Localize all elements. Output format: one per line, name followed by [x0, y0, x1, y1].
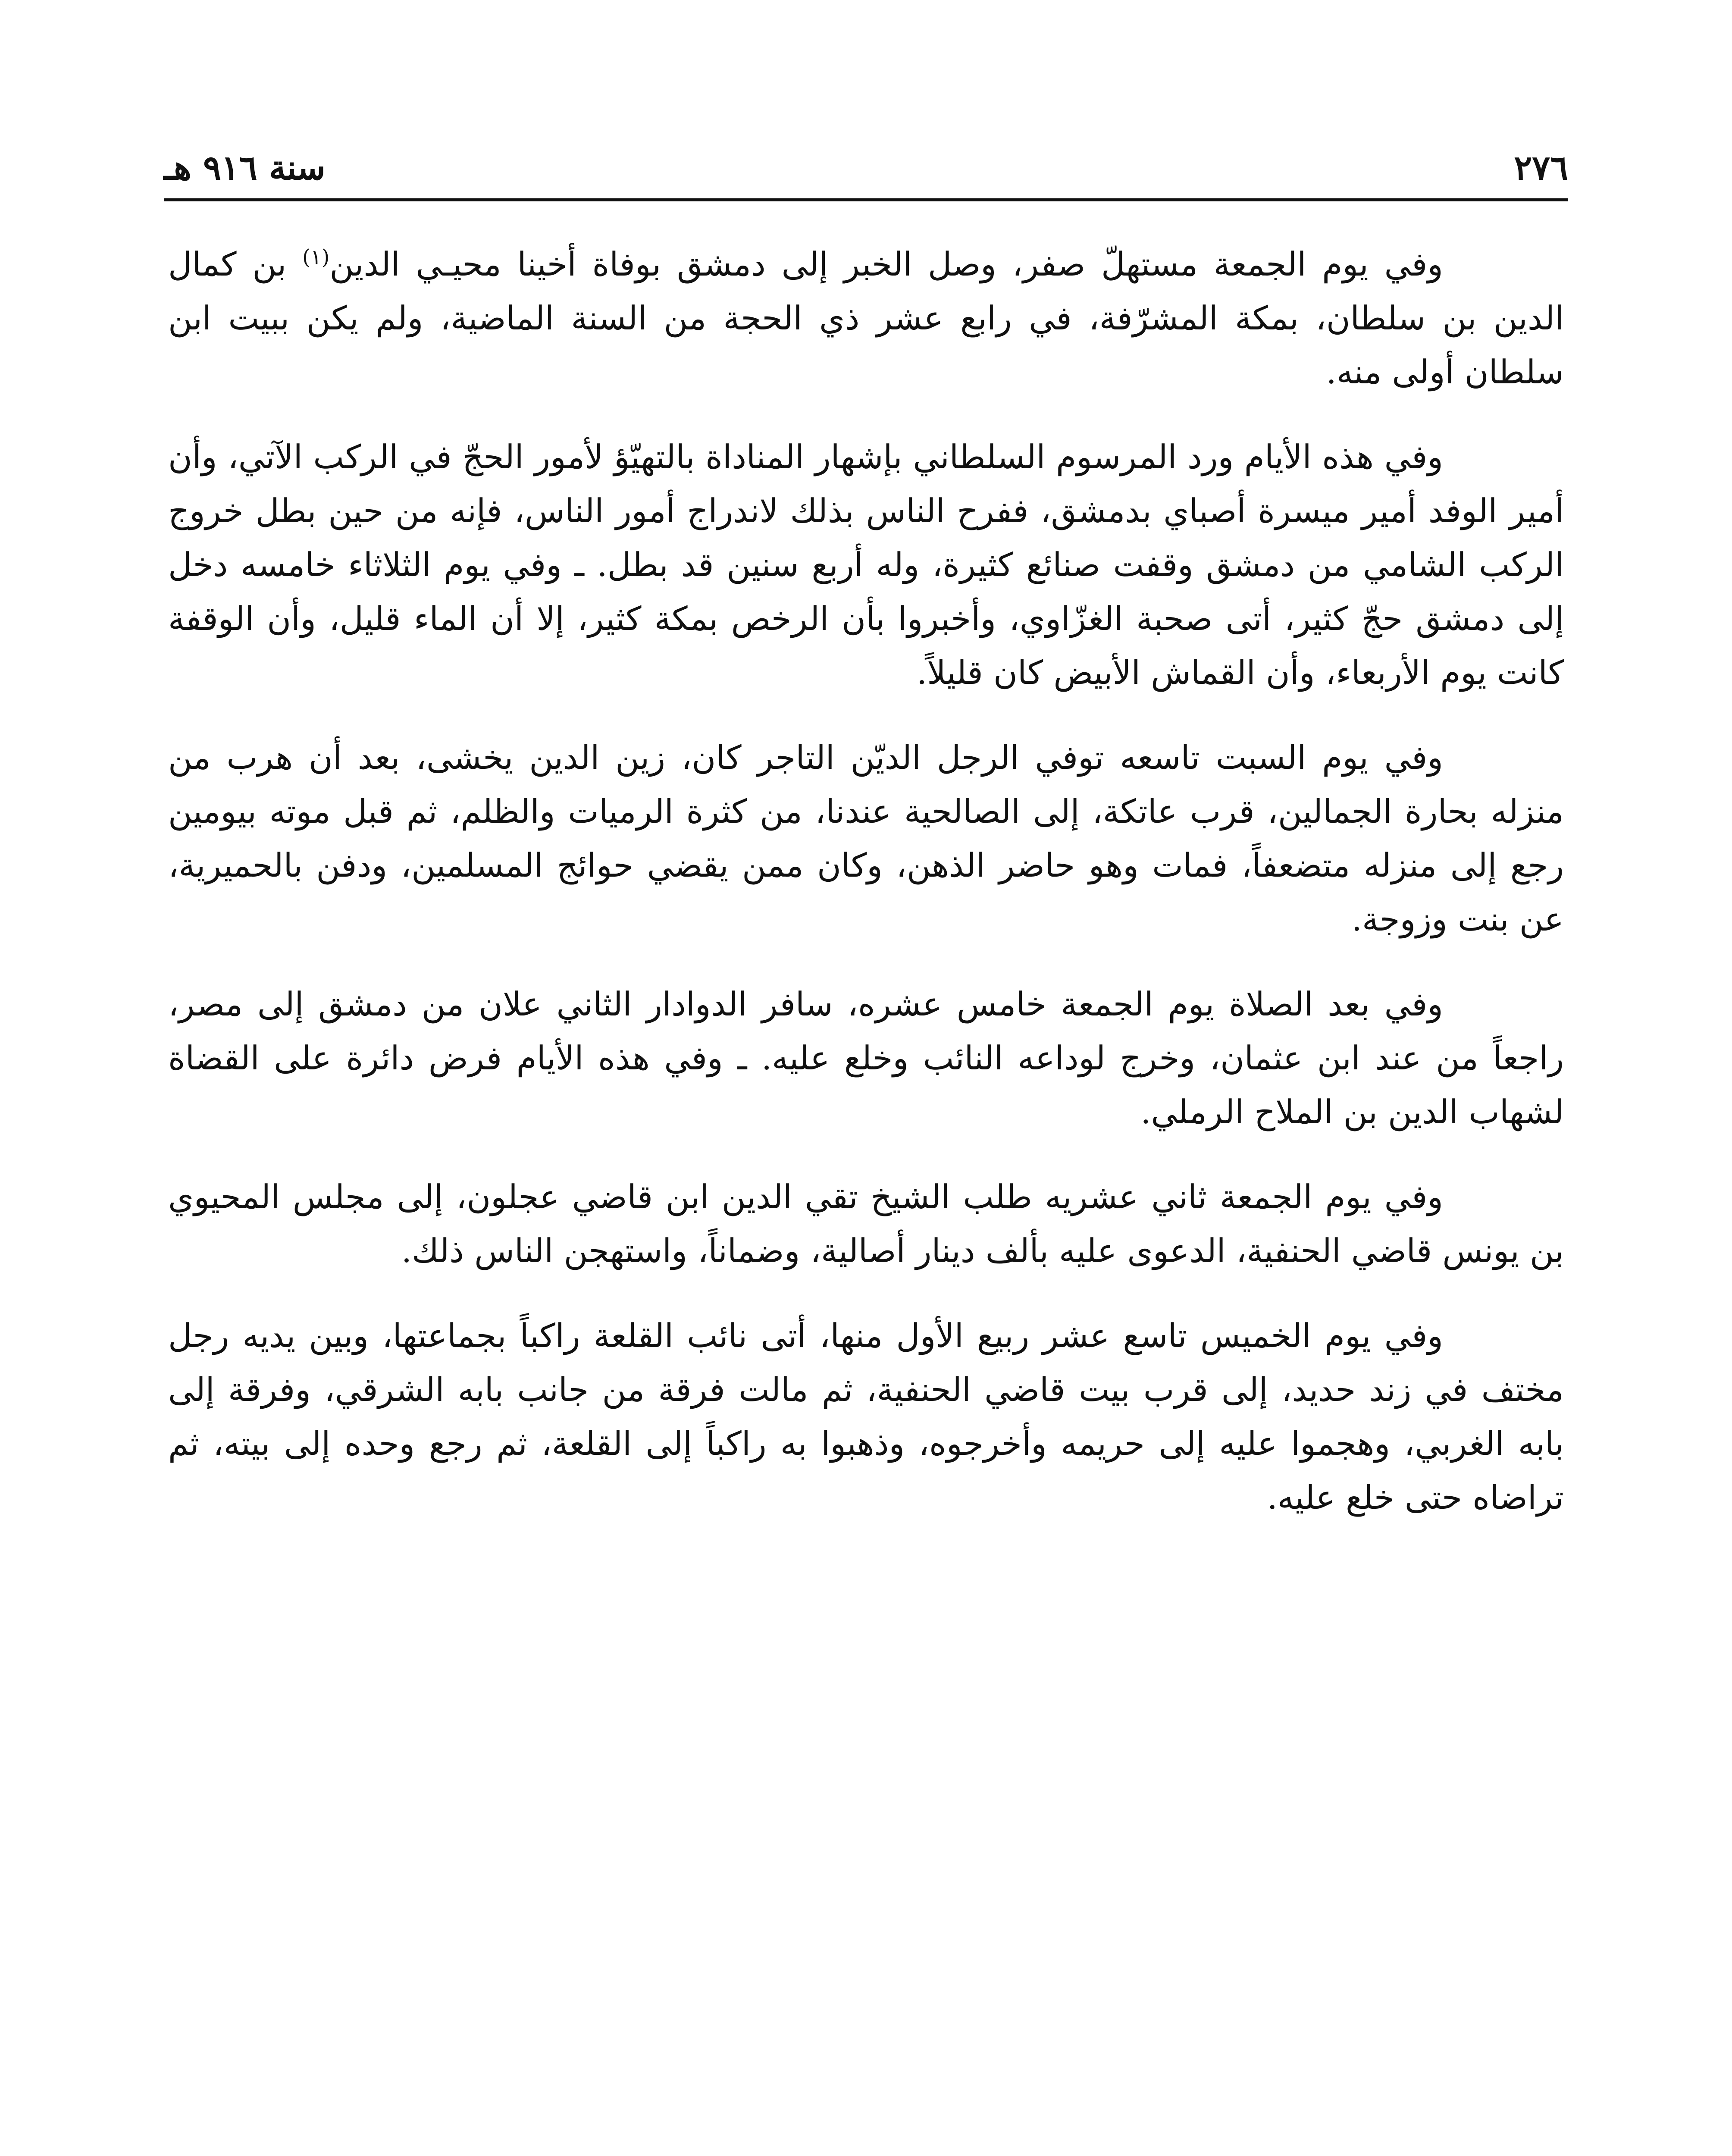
running-head-title: سنة ٩١٦ هـ [164, 148, 326, 188]
paragraph: وفي بعد الصلاة يوم الجمعة خامس عشره، سافر الدوادار الثاني علان من دمشق إلى مصر، راجعاً من عند ابن عثمان، وخرج لوداعه النائب وخلع عليه. ـ وفي هذه الأيام فرض دائرة على القضاة لشهاب الدين بن الملاح الرملي. [168, 985, 1564, 1131]
paragraph-text: وفي يوم الجمعة مستهلّ صفر، وصل الخبر إلى دمشق بوفاة أخينا محيـي الدين [329, 245, 1443, 283]
running-head [164, 144, 1568, 196]
page-number: ٢٧٦ [1514, 148, 1568, 188]
paragraph: وفي يوم السبت تاسعه توفي الرجل الديّن التاجر كان، زين الدين يخشى، بعد أن هرب من منزله بحارة الجمالين، قرب عاتكة، إلى الصالحية عندنا، من كثرة الرميات والظلم، ثم قبل موته بيومين رجع إلى منزله متضعفاً، فمات وهو حاضر الذهن، وكان ممن يقضي حوائج المسلمين، ودفن بالحميرية، عن بنت وزوجة. [168, 738, 1564, 938]
paragraph [168, 237, 1564, 399]
header-rule [164, 198, 1568, 201]
main-text [168, 237, 1564, 1555]
paragraph-text: بن كمال الدين بن سلطان، بمكة المشرّفة، في رابع عشر ذي الحجة من السنة الماضية، ولم يكن ببيت ابن سلطان أولى منه. [168, 245, 1564, 391]
paragraph: وفي يوم الخميس تاسع عشر ربيع الأول منها، أتى نائب القلعة راكباً بجماعتها، وبين يديه رجل مختف في زند حديد، إلى قرب بيت قاضي الحنفية، ثم مالت فرقة من جانب بابه الشرقي، وفرقة إلى بابه الغربي، وهجموا عليه إلى حريمه وأخرجوه، وذهبوا به راكباً إلى القلعة، ثم رجع وحده إلى بيته، ثم تراضاه حتى خلع عليه. [168, 1316, 1564, 1517]
paragraph: وفي يوم الجمعة ثاني عشريه طلب الشيخ تقي الدين ابن قاضي عجلون، إلى مجلس المحيوي بن يونس قاضي الحنفية، الدعوى عليه بألف دينار أصالية، وضماناً، واستهجن الناس ذلك. [168, 1178, 1564, 1270]
footnote-reference: (١) [302, 245, 330, 270]
paragraph: وفي هذه الأيام ورد المرسوم السلطاني بإشهار المناداة بالتهيّؤ لأمور الحجّ في الركب الآتي، وأن أمير الوفد أمير ميسرة أصباي بدمشق، ففرح الناس بذلك لاندراج أمور الناس، فإنه من حين بطل خروج الركب الشامي من دمشق وقفت صنائع كثيرة، وله أربع سنين قد بطل. ـ وفي يوم الثلاثاء خامسه دخل إلى دمشق حجّ كثير، أتى صحبة الغزّاوي، وأخبروا بأن الرخص بمكة كثير، إلا أن الماء قليل، وأن الوقفة كانت يوم الأربعاء، وأن القماش الأبيض كان قليلاً. [168, 438, 1564, 692]
